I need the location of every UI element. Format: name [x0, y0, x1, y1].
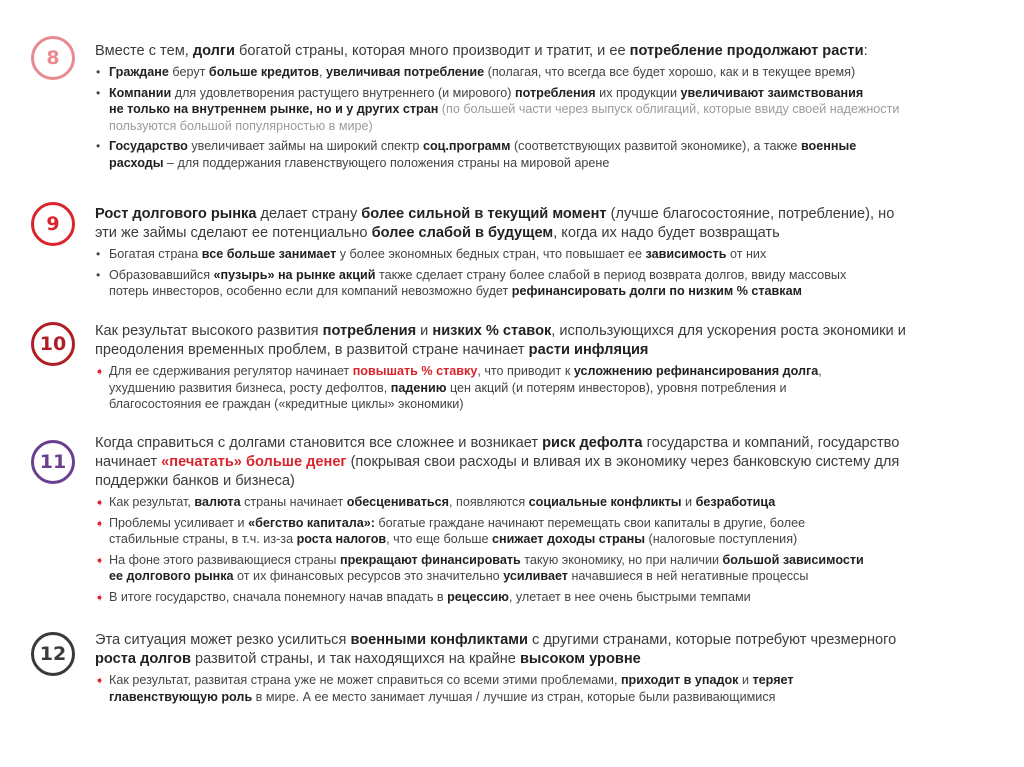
- emphasis-text: роста налогов: [296, 532, 387, 546]
- text-line: [95, 322, 995, 341]
- body-text: – для поддержания главенствующего положения страны на мировой арене: [163, 155, 610, 170]
- emphasis-text: главенствующую роль: [109, 689, 253, 704]
- body-text: ,: [818, 364, 822, 378]
- bullet-arrow-icon: ➧: [95, 517, 105, 530]
- text-line: [109, 267, 995, 284]
- body-text: для удовлетворения растущего внутреннего (и мирового): [171, 85, 515, 100]
- bullet-arrow-icon: ➧: [95, 366, 105, 378]
- emphasis-text: Государство: [109, 139, 188, 153]
- step-number: 11: [39, 451, 67, 473]
- body-text: Богатая страна: [109, 247, 202, 261]
- text-line: [109, 396, 995, 413]
- bullet-list: [95, 672, 995, 705]
- body-text: На фоне этого развивающиеся страны: [109, 552, 340, 567]
- list-item: [95, 515, 995, 548]
- emphasis-text: более слабой в будущем: [371, 225, 554, 241]
- bullet-dot-icon: •: [96, 267, 101, 282]
- section-content: [95, 434, 995, 609]
- bullet-dot-icon: •: [96, 85, 101, 100]
- body-text: Эта ситуация может резко усилиться: [95, 632, 351, 648]
- text-line: [95, 205, 995, 224]
- emphasis-text: высоком уровне: [519, 651, 641, 667]
- step-badge-8: [31, 36, 75, 80]
- emphasis-text: усиливает: [503, 569, 568, 583]
- body-text: государства и компаний, государство: [642, 435, 900, 451]
- emphasis-text: падению: [390, 380, 447, 395]
- body-text: (лучше благосостояние, потребление), но: [606, 206, 895, 222]
- body-text: такую экономику, но при наличии: [520, 552, 723, 567]
- body-text: с другими странами, которые потребуют чрезмерного: [528, 632, 897, 648]
- bullet-arrow-icon: ➧: [95, 497, 105, 509]
- body-text: их продукции: [595, 85, 681, 100]
- text-line: [109, 101, 995, 118]
- list-item: [95, 246, 995, 263]
- text-line: [95, 224, 995, 243]
- body-text: , использующихся для ускорения роста экономики и: [551, 323, 906, 339]
- section-content: [95, 42, 995, 175]
- note-text: (по большей части через выпуск облигаций, которые ввиду своей надежности: [438, 102, 900, 116]
- text-line: [95, 42, 995, 61]
- body-text: от их финансовых ресурсов это значительно: [233, 569, 504, 583]
- text-line: [95, 650, 995, 669]
- body-text: Когда справиться с долгами становится все сложнее и возникает: [95, 435, 543, 451]
- text-line: [109, 85, 995, 102]
- emphasis-text: более сильной в текущий момент: [361, 206, 607, 222]
- emphasis-text: ее долгового рынка: [109, 569, 234, 583]
- body-text: страны начинает: [240, 495, 347, 509]
- emphasis-text: военными конфликтами: [350, 632, 528, 648]
- text-line: [109, 494, 995, 511]
- step-number: 9: [46, 213, 60, 235]
- body-text: поддержки банков и бизнеса): [95, 473, 295, 489]
- emphasis-text: Компании: [109, 85, 172, 100]
- body-text: благосостояния ее граждан («кредитные циклы» экономики): [109, 397, 464, 411]
- body-text: , когда их надо будет возвращать: [553, 225, 780, 241]
- body-text: начинает: [95, 454, 162, 470]
- list-item: [95, 138, 995, 171]
- text-line: [95, 434, 995, 453]
- emphasis-text: прекращают финансировать: [339, 552, 521, 567]
- bullet-list: [95, 64, 995, 171]
- body-text: Как результат,: [109, 495, 195, 509]
- body-text: Образовавшийся: [109, 267, 214, 282]
- body-text: (покрывая свои расходы и вливая их в экономику через банковскую систему для: [346, 454, 900, 470]
- list-item: [95, 494, 995, 511]
- body-text: Как результат, развитая страна уже не может справиться со всеми этими проблемами,: [109, 673, 621, 687]
- step-number: 8: [46, 47, 60, 69]
- body-text: :: [863, 43, 868, 59]
- text-line: [109, 138, 995, 155]
- step-badge-11: [31, 440, 75, 484]
- body-text: также сделает страну более слабой в период возврата долгов, ввиду массовых: [375, 267, 847, 282]
- body-text: , что приводит к: [477, 364, 574, 378]
- body-text: цен акций (и потерям инвесторов), уровня потребления и: [446, 380, 787, 395]
- emphasis-text: снижает доходы страны: [492, 532, 646, 546]
- text-line: [109, 246, 995, 263]
- step-badge-12: [31, 632, 75, 676]
- step-badge-9: [31, 202, 75, 246]
- list-item: [95, 64, 995, 81]
- list-item: [95, 589, 995, 606]
- text-line: [109, 515, 995, 532]
- emphasis-text: социальные конфликты: [528, 495, 682, 509]
- body-text: от них: [726, 247, 767, 261]
- body-text: Для ее сдерживания регулятор начинает: [109, 364, 353, 378]
- list-item: [95, 363, 995, 413]
- bullet-arrow-icon: ➧: [95, 554, 105, 567]
- bullet-list: [95, 246, 995, 300]
- section-lead: [95, 42, 995, 61]
- body-text: (соответствующих развитой экономике), а также: [510, 139, 801, 153]
- body-text: развитой страны, и так находящихся на крайне: [190, 651, 520, 667]
- emphasis-text: расти инфляция: [528, 342, 649, 358]
- emphasis-text: потребления: [322, 323, 417, 339]
- text-line: [109, 118, 995, 135]
- list-item: [95, 552, 995, 585]
- text-line: [109, 64, 995, 81]
- bullet-arrow-icon: ➧: [95, 675, 105, 687]
- text-line: [109, 531, 995, 548]
- body-text: эти же займы сделают ее потенциально: [95, 225, 372, 241]
- section-lead: [95, 631, 995, 669]
- section-content: [95, 205, 995, 304]
- text-line: [109, 283, 995, 300]
- highlight-text: повышать % ставку: [352, 364, 478, 378]
- body-text: ухудшению развития бизнеса, росту дефолтов,: [109, 380, 391, 395]
- body-text: Вместе с тем,: [95, 43, 193, 59]
- text-line: [95, 631, 995, 650]
- body-text: и: [738, 673, 753, 687]
- emphasis-text: усложнению рефинансирования долга: [573, 364, 819, 378]
- note-text: пользуются большой популярностью в мире): [109, 118, 373, 133]
- text-line: [109, 155, 995, 172]
- body-text: начавшиеся в ней негативные процессы: [567, 569, 809, 583]
- bullet-arrow-icon: ➧: [95, 591, 105, 604]
- emphasis-text: рецессию: [447, 589, 509, 604]
- step-number: 12: [39, 643, 67, 665]
- body-text: увеличивает займы на широкий спектр: [187, 139, 423, 153]
- body-text: Проблемы усиливает и: [109, 515, 249, 530]
- emphasis-text: не только на внутреннем рынке, но и у других стран: [109, 102, 439, 116]
- text-line: [109, 552, 995, 569]
- emphasis-text: потребление продолжают расти: [629, 43, 864, 59]
- text-line: [109, 380, 995, 397]
- step-badge-10: [31, 322, 75, 366]
- body-text: Как результат высокого развития: [95, 323, 323, 339]
- body-text: в мире. А ее место занимает лучшая / лучшие из стран, которые были развивающимися: [252, 689, 776, 704]
- emphasis-text: увеличивая потребление: [326, 65, 485, 79]
- body-text: стабильные страны, в т.ч. из-за: [109, 532, 297, 546]
- text-line: [109, 589, 995, 606]
- bullet-list: [95, 363, 995, 413]
- text-line: [109, 363, 995, 380]
- emphasis-text: обесцениваться: [346, 495, 450, 509]
- body-text: делает страну: [256, 206, 362, 222]
- emphasis-text: рефинансировать долги по низким % ставкам: [511, 284, 802, 298]
- body-text: , появляются: [449, 495, 529, 509]
- list-item: [95, 267, 995, 300]
- emphasis-text: большой зависимости: [722, 552, 864, 567]
- body-text: В итоге государство, сначала понемногу начав впадать в: [109, 589, 448, 604]
- text-line: [95, 453, 995, 472]
- body-text: потерь инвесторов, особенно если для компаний невозможно будет: [109, 284, 512, 298]
- body-text: у более экономных бедных стран, что повышает ее: [336, 247, 646, 261]
- bullet-dot-icon: •: [96, 65, 101, 79]
- emphasis-text: низких % ставок: [432, 323, 552, 339]
- emphasis-text: соц.программ: [422, 139, 511, 153]
- step-number: 10: [39, 333, 67, 355]
- body-text: берут: [168, 65, 209, 79]
- emphasis-text: Рост долгового рынка: [95, 206, 257, 222]
- emphasis-text: Граждане: [109, 65, 169, 79]
- body-text: (полагая, что всегда все будет хорошо, как и в текущее время): [484, 65, 856, 79]
- text-line: [95, 341, 995, 360]
- body-text: и: [416, 323, 433, 339]
- emphasis-text: зависимость: [645, 247, 727, 261]
- emphasis-text: увеличивают заимствования: [680, 85, 864, 100]
- body-text: и: [681, 495, 696, 509]
- text-line: [95, 472, 995, 491]
- list-item: [95, 85, 995, 135]
- emphasis-text: «бегство капитала»:: [248, 515, 375, 530]
- emphasis-text: потребления: [514, 85, 596, 100]
- body-text: (налоговые поступления): [645, 532, 798, 546]
- emphasis-text: долги: [192, 43, 235, 59]
- emphasis-text: военные: [800, 139, 857, 153]
- list-item: [95, 672, 995, 705]
- emphasis-text: все больше занимает: [201, 247, 337, 261]
- emphasis-text: больше кредитов: [208, 65, 319, 79]
- body-text: , что еще больше: [386, 532, 492, 546]
- highlight-text: «печатать» больше денег: [161, 454, 347, 470]
- section-lead: [95, 322, 995, 360]
- body-text: , улетает в нее очень быстрыми темпами: [508, 589, 751, 604]
- emphasis-text: безработица: [695, 495, 776, 509]
- bullet-dot-icon: •: [96, 247, 101, 261]
- emphasis-text: теряет: [752, 673, 794, 687]
- text-line: [109, 689, 995, 706]
- text-line: [109, 672, 995, 689]
- emphasis-text: расходы: [109, 155, 164, 170]
- body-text: богатой страны, которая много производит и тратит, и ее: [234, 43, 630, 59]
- section-lead: [95, 434, 995, 491]
- bullet-dot-icon: •: [96, 139, 101, 153]
- text-line: [109, 568, 995, 585]
- emphasis-text: приходит в упадок: [620, 673, 739, 687]
- body-text: ,: [319, 65, 326, 79]
- emphasis-text: валюта: [194, 495, 241, 509]
- body-text: богатые граждане начинают перемещать свои капиталы в другие, более: [374, 515, 806, 530]
- section-content: [95, 322, 995, 417]
- emphasis-text: «пузырь» на рынке акций: [213, 267, 376, 282]
- section-content: [95, 631, 995, 709]
- bullet-list: [95, 494, 995, 605]
- section-lead: [95, 205, 995, 243]
- body-text: преодоления временных проблем, в развитой стране начинает: [95, 342, 529, 358]
- emphasis-text: риск дефолта: [542, 435, 643, 451]
- emphasis-text: роста долгов: [95, 651, 191, 667]
